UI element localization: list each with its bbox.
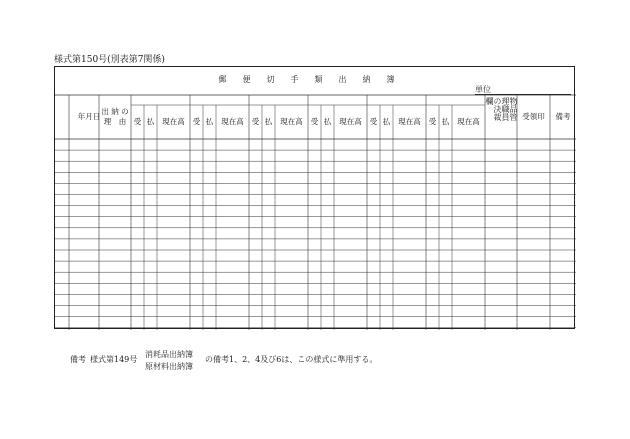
receive-column-header: 受 (133, 117, 142, 126)
receive-column-header: 受 (310, 117, 319, 126)
receive-column-header: 受 (192, 117, 201, 126)
balance-column-header: 現在高 (398, 117, 421, 126)
balance-column-header: 現在高 (457, 117, 480, 126)
balance-column-header: 現在高 (162, 117, 185, 126)
pay-column-header: 払 (205, 117, 214, 126)
reason-column-header (99, 95, 131, 139)
form-number: 様式第150号(別表第7関係) (54, 55, 165, 65)
footnote-item-materials: 原材料出納簿 (145, 362, 193, 371)
manager-approval-column-header (485, 97, 517, 137)
manager-header-line: 理職員 (501, 97, 510, 121)
pay-column-header: 払 (441, 117, 450, 126)
manager-header-line: 物品管 (509, 97, 518, 121)
receive-column-header: 受 (251, 117, 260, 126)
footnote-label: 備考 (70, 355, 86, 364)
receive-column-header: 受 (369, 117, 378, 126)
balance-column-header: 現在高 (280, 117, 303, 126)
receive-column-header: 受 (428, 117, 437, 126)
pay-column-header: 払 (264, 117, 273, 126)
date-column-header: 年月日 (77, 112, 101, 121)
manager-header-line: の決裁 (493, 97, 502, 121)
manager-header-line: 欄 (485, 97, 494, 105)
footnote-item-consumables: 消耗品出納簿 (145, 350, 193, 359)
remarks-column-header: 備考 (555, 112, 571, 121)
ledger-frame (54, 66, 575, 329)
reason-header-line: 理 由 (103, 117, 127, 126)
pay-column-header: 払 (146, 117, 155, 126)
balance-column-header: 現在高 (339, 117, 362, 126)
footnote-tail: の備考1、2、4及び6は、この様式に準用する。 (205, 355, 378, 364)
balance-column-header: 現在高 (221, 117, 244, 126)
footnote-ref: 様式第149号 (90, 355, 138, 364)
reason-header-line: 出 納 の (101, 107, 129, 116)
unit-label: 単位 (475, 85, 491, 94)
ledger-title: 郵便切手類出納簿 (218, 75, 411, 84)
receiver-seal-column-header: 受領印 (522, 112, 545, 121)
pay-column-header: 払 (382, 117, 391, 126)
pay-column-header: 払 (323, 117, 332, 126)
